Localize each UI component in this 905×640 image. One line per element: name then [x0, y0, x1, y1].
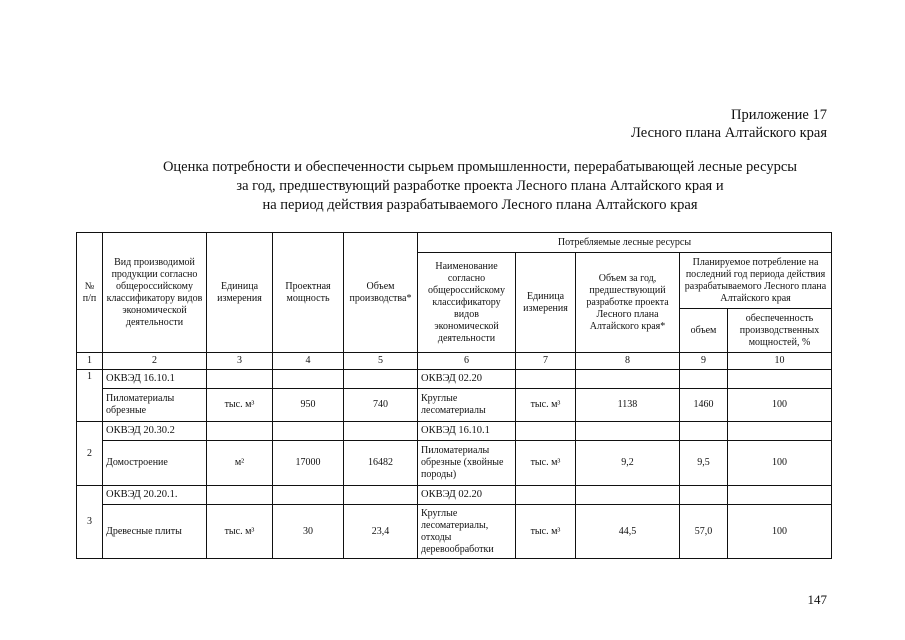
appendix-number: Приложение 17: [731, 107, 827, 123]
appendix-header: [631, 106, 827, 142]
column-number: 1: [77, 353, 103, 370]
header-resource-name: Наименование согласно общероссийскому классификатору видов экономической деятельности: [418, 253, 516, 353]
header-unit: Единица измерения: [207, 233, 273, 353]
planned-volume-value: 9,5: [680, 441, 728, 486]
column-number: 5: [344, 353, 418, 370]
planned-volume-value: 57,0: [680, 505, 728, 559]
product-code: ОКВЭД 20.20.1.: [103, 486, 207, 505]
table-row: [77, 505, 832, 559]
resource-unit: тыс. м³: [516, 505, 576, 559]
product-name: Пиломатериалы обрезные: [103, 389, 207, 422]
volume-value: 23,4: [344, 505, 418, 559]
page-number: 147: [807, 592, 827, 607]
table-row: [77, 422, 832, 441]
resource-code: ОКВЭД 02.20: [418, 486, 516, 505]
prev-volume-value: 44,5: [576, 505, 680, 559]
appendix-subtitle: Лесного плана Алтайского края: [631, 125, 827, 141]
table-row: [77, 389, 832, 422]
product-code: ОКВЭД 16.10.1: [103, 370, 207, 389]
product-unit: тыс. м³: [207, 505, 273, 559]
header-planned-volume: объем: [680, 309, 728, 353]
document-title: [100, 158, 860, 215]
resource-name: Круглые лесоматериалы, отходы деревообработки: [418, 505, 516, 559]
prev-volume-value: 1138: [576, 389, 680, 422]
product-code: ОКВЭД 20.30.2: [103, 422, 207, 441]
resource-code: ОКВЭД 02.20: [418, 370, 516, 389]
header-planned-supply: обеспеченность производственных мощностей, %: [728, 309, 832, 353]
table-row: [77, 486, 832, 505]
volume-value: 16482: [344, 441, 418, 486]
column-numbers-row: [77, 353, 832, 370]
header-product-type: Вид производимой продукции согласно общероссийскому классификатору видов экономической деятельности: [103, 233, 207, 353]
header-prev-year-volume: Объем за год, предшествующий разработке проекта Лесного плана Алтайского края*: [576, 253, 680, 353]
title-line-1: Оценка потребности и обеспеченности сырьем промышленности, перерабатывающей лесные ресурсы: [162, 159, 798, 175]
header-consumed-resources: Потребляемые лесные ресурсы: [418, 233, 832, 253]
title-line-2: за год, предшествующий разработке проекта Лесного плана Алтайского края и: [236, 178, 724, 194]
header-num: № п/п: [77, 233, 103, 353]
resources-table: [76, 232, 832, 559]
column-number: 8: [576, 353, 680, 370]
header-planned-consumption: Планируемое потребление на последний год периода действия разрабатываемого Лесного плана Алтайского края: [680, 253, 832, 309]
column-number: 4: [273, 353, 344, 370]
header-resource-unit: Единица измерения: [516, 253, 576, 353]
prev-volume-value: 9,2: [576, 441, 680, 486]
product-unit: м²: [207, 441, 273, 486]
capacity-value: 950: [273, 389, 344, 422]
column-number: 3: [207, 353, 273, 370]
capacity-value: 17000: [273, 441, 344, 486]
row-number: 3: [77, 486, 103, 559]
volume-value: 740: [344, 389, 418, 422]
planned-volume-value: 1460: [680, 389, 728, 422]
table-row: [77, 370, 832, 389]
column-number: 9: [680, 353, 728, 370]
supply-value: 100: [728, 441, 832, 486]
capacity-value: 30: [273, 505, 344, 559]
column-number: 6: [418, 353, 516, 370]
header-capacity: Проектная мощность: [273, 233, 344, 353]
row-number: 2: [77, 422, 103, 486]
resource-name: Круглые лесоматериалы: [418, 389, 516, 422]
resource-unit: тыс. м³: [516, 441, 576, 486]
title-line-3: на период действия разрабатываемого Лесного плана Алтайского края: [262, 197, 698, 213]
table-row: [77, 441, 832, 486]
supply-value: 100: [728, 389, 832, 422]
column-number: 10: [728, 353, 832, 370]
resource-code: ОКВЭД 16.10.1: [418, 422, 516, 441]
product-name: Древесные плиты: [103, 505, 207, 559]
column-number: 7: [516, 353, 576, 370]
product-unit: тыс. м³: [207, 389, 273, 422]
column-number: 2: [103, 353, 207, 370]
supply-value: 100: [728, 505, 832, 559]
resource-unit: тыс. м³: [516, 389, 576, 422]
header-volume: Объем производства*: [344, 233, 418, 353]
resource-name: Пиломатериалы обрезные (хвойные породы): [418, 441, 516, 486]
row-number: 1: [77, 370, 103, 422]
product-name: Домостроение: [103, 441, 207, 486]
